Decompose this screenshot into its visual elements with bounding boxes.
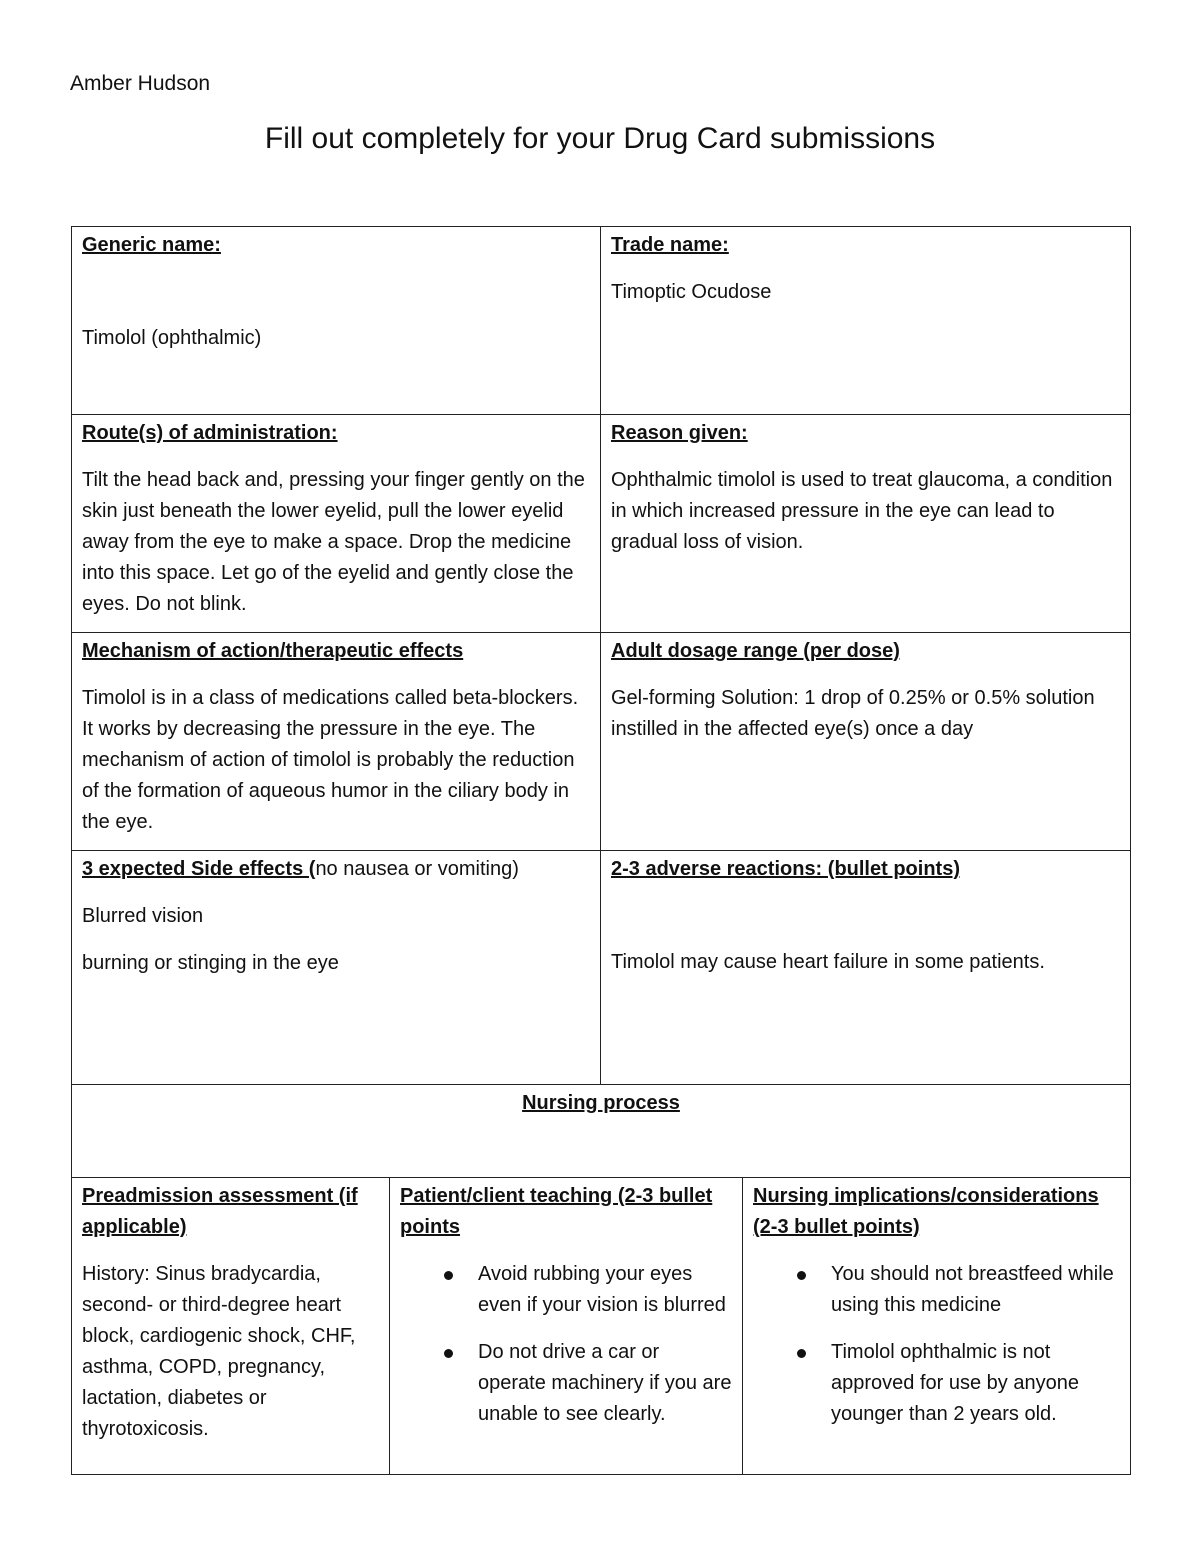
adverse-cell: [601, 851, 1131, 1085]
row-nursing-details: [72, 1178, 1131, 1475]
side-effects-label-suffix: no nausea or vomiting): [315, 858, 519, 880]
bullet-icon: [444, 1349, 453, 1358]
implications-item-text: You should not breastfeed while using this medicine: [831, 1263, 1114, 1316]
generic-name-value: Timolol (ophthalmic): [82, 327, 262, 349]
reason-value: Ophthalmic timolol is used to treat glaucoma, a condition in which increased pressure in the eye can lead to gradual loss of vision.: [611, 469, 1113, 553]
list-item: [478, 1337, 732, 1430]
dosage-value: Gel-forming Solution: 1 drop of 0.25% or 0.5% solution instilled in the affected eye(s) once a day: [611, 687, 1095, 740]
adverse-value: Timolol may cause heart failure in some patients.: [611, 951, 1045, 973]
nursing-process-cell: [72, 1085, 1131, 1178]
preadmission-value: History: Sinus bradycardia, second- or third-degree heart block, cardiogenic shock, CHF, asthma, COPD, pregnancy, lactation, diabetes or thyrotoxicosis.: [82, 1263, 356, 1440]
mechanism-value: Timolol is in a class of medications called beta-blockers. It works by decreasing the pressure in the eye. The mechanism of action of timolol is probably the reduction of the formation of aqueous humor in the ciliary body in the eye.: [82, 687, 579, 833]
row-mechanism-dosage: [72, 633, 1131, 851]
reason-label: Reason given:: [611, 422, 748, 444]
teaching-cell: [390, 1178, 743, 1475]
teaching-item-text: Do not drive a car or operate machinery if you are unable to see clearly.: [478, 1341, 732, 1425]
bullet-icon: [797, 1349, 806, 1358]
bullet-icon: [444, 1271, 453, 1280]
implications-label: Nursing implications/considerations (2-3 bullet points): [753, 1185, 1099, 1238]
page-title: Fill out completely for your Drug Card submissions: [264, 122, 936, 155]
row-route-reason: [72, 415, 1131, 633]
route-label: Route(s) of administration:: [82, 422, 338, 444]
trade-name-cell: [601, 227, 1131, 415]
side-effects-label: 3 expected Side effects (: [82, 858, 316, 880]
implications-item-text: Timolol ophthalmic is not approved for use by anyone younger than 2 years old.: [831, 1341, 1079, 1425]
list-item: [478, 1259, 732, 1321]
author-name: Amber Hudson: [70, 72, 211, 95]
side-effect-item: Blurred vision: [82, 905, 204, 927]
trade-name-value: Timoptic Ocudose: [611, 281, 772, 303]
preadmission-cell: [72, 1178, 390, 1475]
mechanism-cell: [72, 633, 601, 851]
side-effects-cell: [72, 851, 601, 1085]
route-value: Tilt the head back and, pressing your finger gently on the skin just beneath the lower eyelid, pull the lower eyelid away from the eye to make a space. Drop the medicine into this space. Let go of the eyelid and gently close the eyes. Do not blink.: [82, 469, 585, 615]
generic-name-cell: [72, 227, 601, 415]
teaching-item-text: Avoid rubbing your eyes even if your vision is blurred: [478, 1263, 726, 1316]
implications-list: [753, 1259, 1120, 1430]
row-side-adverse: [72, 851, 1131, 1085]
implications-cell: [743, 1178, 1131, 1475]
preadmission-label: Preadmission assessment (if applicable): [82, 1185, 358, 1238]
drug-card-table: [71, 226, 1131, 1475]
dosage-label: Adult dosage range (per dose): [611, 640, 900, 662]
dosage-cell: [601, 633, 1131, 851]
generic-name-label: Generic name:: [82, 234, 221, 256]
reason-cell: [601, 415, 1131, 633]
nursing-process-label: Nursing process: [522, 1092, 680, 1114]
route-cell: [72, 415, 601, 633]
row-nursing-process: [72, 1085, 1131, 1178]
teaching-label: Patient/client teaching (2-3 bullet points: [400, 1185, 713, 1238]
teaching-list: [400, 1259, 732, 1430]
list-item: [831, 1337, 1120, 1430]
bullet-icon: [797, 1271, 806, 1280]
side-effect-item: burning or stinging in the eye: [82, 952, 339, 974]
trade-name-label: Trade name:: [611, 234, 729, 256]
row-names: [72, 227, 1131, 415]
side-effects-heading: [82, 854, 590, 885]
adverse-label: 2-3 adverse reactions: (bullet points): [611, 858, 960, 880]
list-item: [831, 1259, 1120, 1321]
mechanism-label: Mechanism of action/therapeutic effects: [82, 640, 464, 662]
